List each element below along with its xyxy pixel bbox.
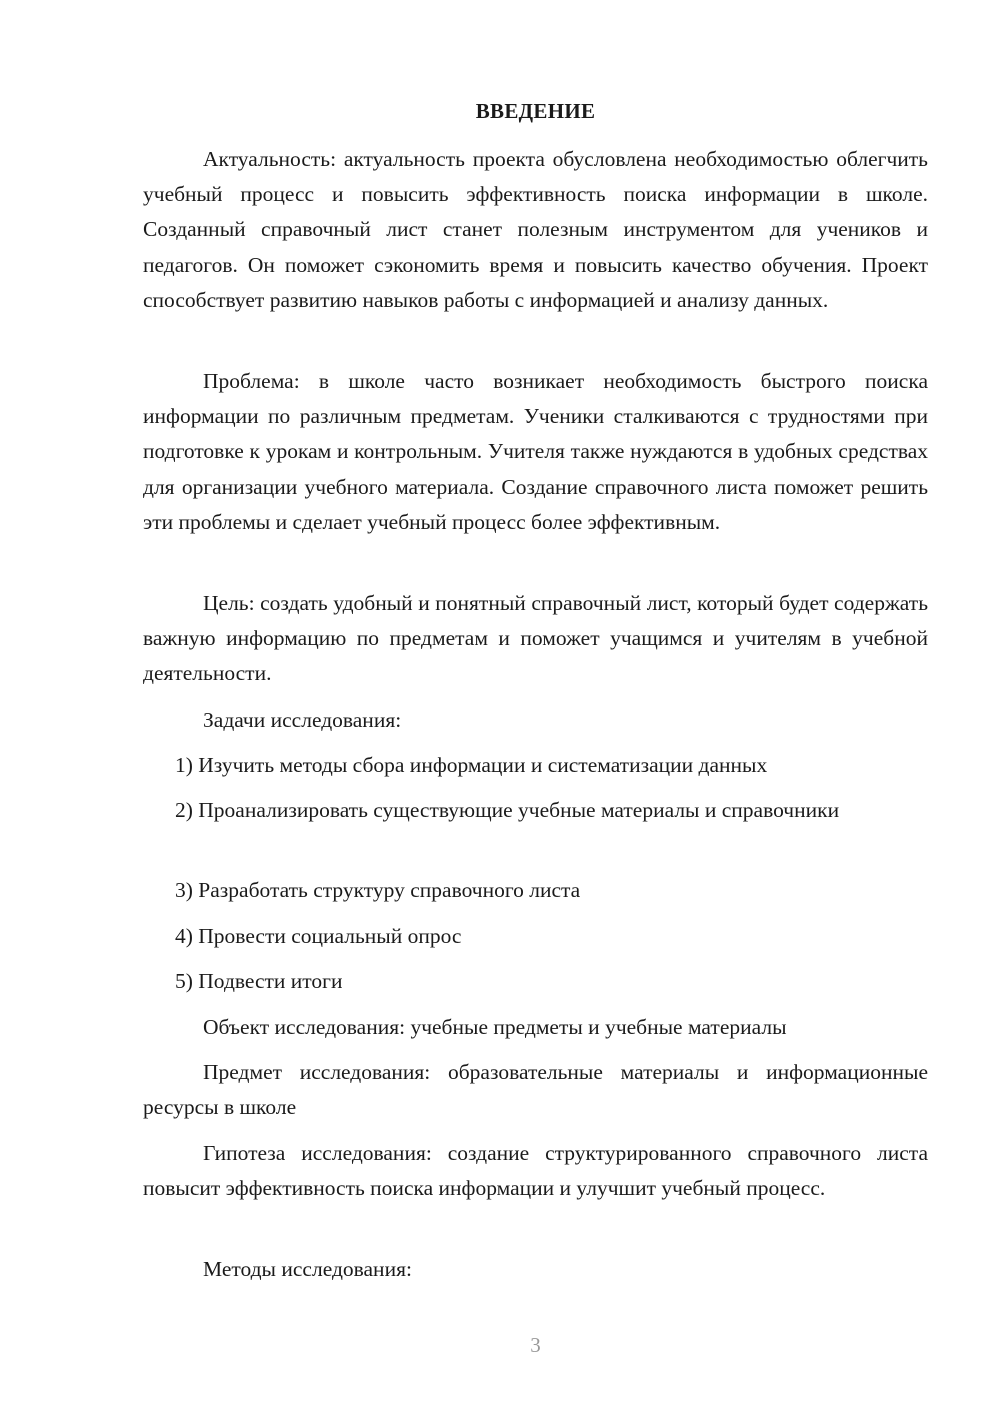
relevance-paragraph: Актуальность: актуальность проекта обусловлена необходимостью облегчить учебный процесс и повысить эффективность поиска информации в школе. Созданный справочный лист станет полезным инструментом для учеников и педагогов. Он поможет сэкономить время и повысить качество обучения. Проект способствует развитию навыков работы с информацией и анализу данных.: [143, 147, 928, 312]
document-page: [143, 0, 928, 1414]
research-hypothesis: Гипотеза исследования: создание структурированного справочного листа повысит эффективность поиска информации и улучшит учебный процесс.: [143, 1141, 928, 1201]
page-number: 3: [530, 1333, 541, 1357]
tasks-intro: Задачи исследования:: [203, 708, 402, 732]
task-item-3: 3) Разработать структуру справочного листа: [175, 878, 581, 902]
task-item-2: 2) Проанализировать существующие учебные материалы и справочники: [175, 798, 840, 822]
problem-paragraph: Проблема: в школе часто возникает необходимость быстрого поиска информации по различным предметам. Ученики сталкиваются с трудностями при подготовке к урокам и контрольным. Учителя также нуждаются в удобных средствах для организации учебного материала. Создание справочного листа поможет решить эти проблемы и сделает учебный процесс более эффективным.: [143, 369, 928, 534]
research-object: Объект исследования: учебные предметы и учебные материалы: [203, 1015, 787, 1039]
task-item-1: 1) Изучить методы сбора информации и систематизации данных: [175, 753, 768, 777]
task-item-4: 4) Провести социальный опрос: [175, 924, 462, 948]
goal-paragraph: Цель: создать удобный и понятный справочный лист, который будет содержать важную информацию по предметам и поможет учащимся и учителям в учебной деятельности.: [143, 591, 928, 686]
task-item-5: 5) Подвести итоги: [175, 969, 343, 993]
research-subject: Предмет исследования: образовательные материалы и информационные ресурсы в школе: [143, 1060, 928, 1120]
research-methods: Методы исследования:: [203, 1257, 412, 1281]
section-heading: ВВЕДЕНИЕ: [475, 99, 596, 123]
